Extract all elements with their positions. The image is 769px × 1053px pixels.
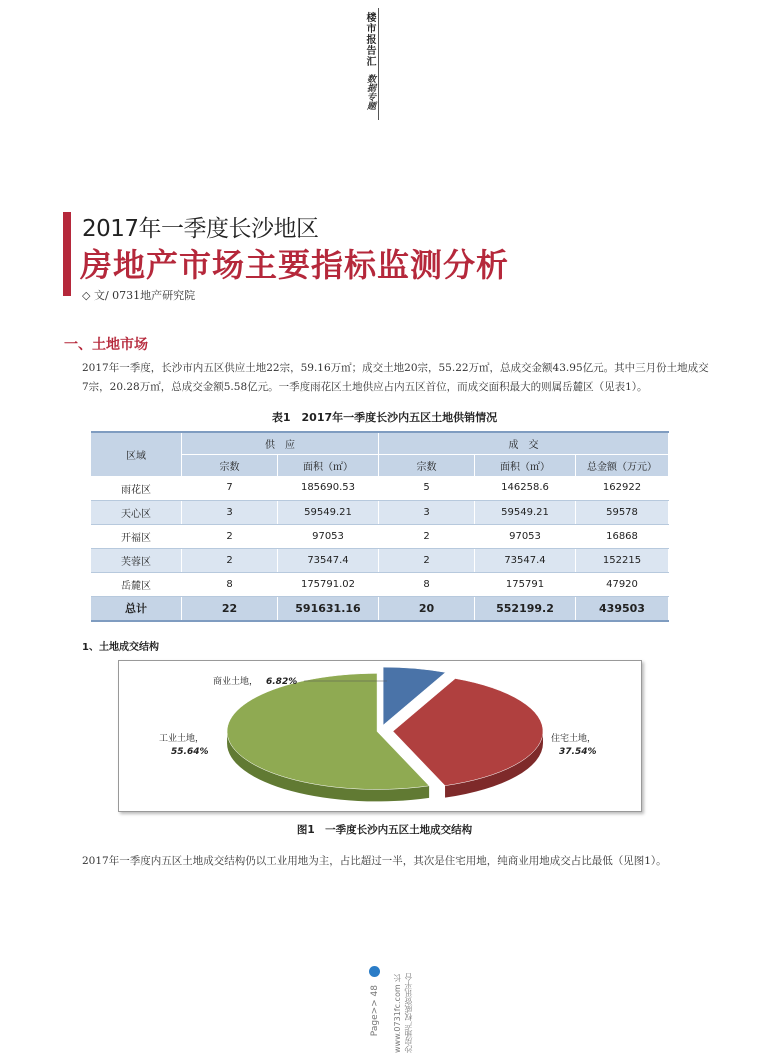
table-caption: 表1 2017年一季度长沙内五区土地供销情况 xyxy=(271,411,498,424)
header-supply-count: 宗数 xyxy=(182,455,278,477)
side-divider xyxy=(378,8,379,120)
header-deal-amount: 总金额（万元） xyxy=(576,455,669,477)
cell-value: 162922 xyxy=(576,476,669,500)
cell-total: 591631.16 xyxy=(278,596,379,621)
table-total-row xyxy=(91,596,669,621)
cell-value: 59549.21 xyxy=(475,500,576,524)
footer-slogan: 长沙房地产权威资讯平台 xyxy=(393,973,413,1053)
pie-chart-frame xyxy=(118,660,642,812)
cell-value: 3 xyxy=(379,500,475,524)
pie-chart xyxy=(119,661,641,811)
cell-value: 5 xyxy=(379,476,475,500)
header-deal-count: 宗数 xyxy=(379,455,475,477)
header-supply: 供 应 xyxy=(182,432,379,455)
paragraph-1: 2017年一季度，长沙市内五区供应土地22宗，59.16万㎡；成交土地20宗，55.22万㎡，总成交金额43.95亿元。其中三月份土地成交7宗，20.28万㎡，总成交金额5.58亿元。一季度雨花区土地供应占内五区首位，而成交面积最大的则属岳麓区（见表1）。 xyxy=(82,362,709,393)
figure-caption: 图1 一季度长沙内五区土地成交结构 xyxy=(296,824,473,836)
title-line-2: 房地产市场主要指标监测分析 xyxy=(80,246,510,284)
cell-region: 芙蓉区 xyxy=(91,548,182,572)
publication-logo-icon xyxy=(369,966,380,977)
cell-value: 97053 xyxy=(278,524,379,548)
cell-value: 175791 xyxy=(475,572,576,596)
topic-tag: 数据专题 xyxy=(365,74,375,110)
cell-value: 175791.02 xyxy=(278,572,379,596)
percent-residential: 37.54% xyxy=(559,747,597,757)
cell-value: 47920 xyxy=(576,572,669,596)
cell-value: 97053 xyxy=(475,524,576,548)
cell-value: 2 xyxy=(379,524,475,548)
paragraph-2: 2017年一季度内五区土地成交结构仍以工业用地为主，占比超过一半，其次是住宅用地，纯商业用地成交占比最低（见图1）。 xyxy=(82,855,667,867)
header-deal-area: 面积（㎡） xyxy=(475,455,576,477)
cell-value: 16868 xyxy=(576,524,669,548)
cell-region: 开福区 xyxy=(91,524,182,548)
title-accent-bar xyxy=(63,212,71,296)
cell-region: 天心区 xyxy=(91,500,182,524)
cell-value: 2 xyxy=(379,548,475,572)
cell-value: 152215 xyxy=(576,548,669,572)
cell-value: 185690.53 xyxy=(278,476,379,500)
chart-subheading: 1、土地成交结构 xyxy=(82,642,159,653)
cell-total: 20 xyxy=(379,596,475,621)
table-row xyxy=(91,548,669,572)
section-heading: 一、土地市场 xyxy=(64,337,148,353)
cell-value: 73547.4 xyxy=(475,548,576,572)
cell-value: 59549.21 xyxy=(278,500,379,524)
cell-region: 岳麓区 xyxy=(91,572,182,596)
title-line-1: 2017年一季度长沙地区 xyxy=(82,216,319,242)
table-row xyxy=(91,500,669,524)
cell-value: 8 xyxy=(379,572,475,596)
table-row xyxy=(91,524,669,548)
cell-total: 552199.2 xyxy=(475,596,576,621)
page-number: Page>> 48 xyxy=(370,985,380,1037)
cell-total: 439503 xyxy=(576,596,669,621)
footer-url-text: www.0731fc.com xyxy=(393,984,402,1053)
table-row xyxy=(91,572,669,596)
header-deal: 成 交 xyxy=(379,432,669,455)
cell-value: 146258.6 xyxy=(475,476,576,500)
cell-total-label: 总计 xyxy=(91,596,182,621)
land-supply-table xyxy=(91,431,669,622)
cell-value: 2 xyxy=(182,548,278,572)
byline: ◇ 文/ 0731地产研究院 xyxy=(82,289,196,302)
label-residential: 住宅土地， xyxy=(551,734,597,744)
table-row xyxy=(91,476,669,500)
cell-value: 73547.4 xyxy=(278,548,379,572)
cell-value: 8 xyxy=(182,572,278,596)
percent-industrial: 55.64% xyxy=(171,747,209,757)
label-industrial: 工业土地， xyxy=(159,734,205,744)
header-supply-area: 面积（㎡） xyxy=(278,455,379,477)
label-commercial: 商业土地， xyxy=(213,677,259,687)
cell-total: 22 xyxy=(182,596,278,621)
cell-value: 2 xyxy=(182,524,278,548)
section-tag: 楼市报告汇 xyxy=(364,12,375,67)
cell-value: 59578 xyxy=(576,500,669,524)
footer-url xyxy=(392,968,414,1053)
cell-region: 雨花区 xyxy=(91,476,182,500)
percent-commercial: 6.82% xyxy=(266,677,298,687)
cell-value: 7 xyxy=(182,476,278,500)
cell-value: 3 xyxy=(182,500,278,524)
header-region: 区域 xyxy=(91,432,182,476)
